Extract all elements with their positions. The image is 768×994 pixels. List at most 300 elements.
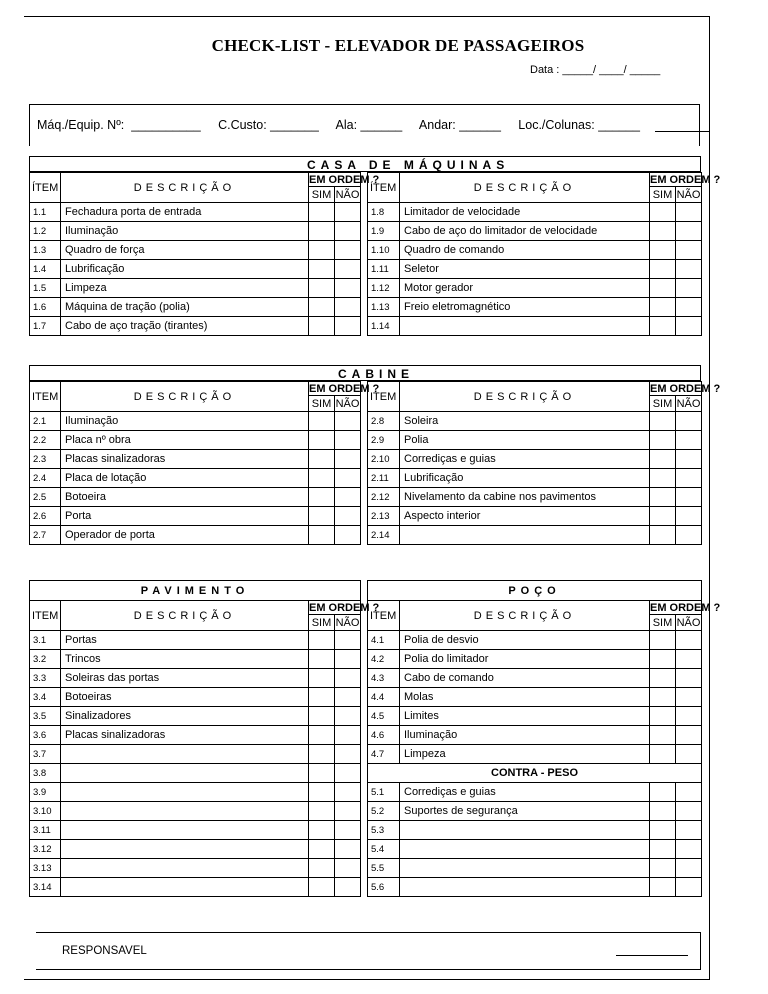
item-description: Placas sinalizadoras <box>61 726 309 745</box>
yes-checkbox[interactable] <box>650 431 676 450</box>
item-description <box>400 878 650 897</box>
yes-checkbox[interactable] <box>650 241 676 260</box>
poco-title-row <box>368 581 702 601</box>
no-checkbox[interactable] <box>676 412 702 431</box>
table-row <box>368 279 702 298</box>
item-description: Placa de lotação <box>61 469 309 488</box>
item-description <box>400 840 650 859</box>
yes-checkbox[interactable] <box>650 840 676 859</box>
item-description: Polia <box>400 431 650 450</box>
no-checkbox[interactable] <box>335 669 361 688</box>
item-description: Botoeira <box>61 488 309 507</box>
yes-checkbox[interactable] <box>309 859 335 878</box>
table-row <box>30 488 361 507</box>
item-description <box>61 802 309 821</box>
yes-checkbox[interactable] <box>650 650 676 669</box>
yes-checkbox[interactable] <box>309 298 335 317</box>
item-number: 4.2 <box>368 650 400 669</box>
item-number: 3.10 <box>30 802 61 821</box>
yes-checkbox[interactable] <box>650 802 676 821</box>
table-row <box>368 821 702 840</box>
item-description: Quadro de força <box>61 241 309 260</box>
table-row <box>368 412 702 431</box>
table-row <box>30 260 361 279</box>
yes-checkbox[interactable] <box>309 203 335 222</box>
no-checkbox[interactable] <box>676 260 702 279</box>
item-number: 1.6 <box>30 298 61 317</box>
date-field[interactable]: Data : _____/ ____/ _____ <box>530 64 661 76</box>
no-checkbox[interactable] <box>335 783 361 802</box>
no-checkbox[interactable] <box>335 526 361 545</box>
item-description: Cabo de comando <box>400 669 650 688</box>
cabine-left-header-row <box>30 382 361 396</box>
item-number: 1.14 <box>368 317 400 336</box>
item-description: Limpeza <box>400 745 650 764</box>
no-checkbox[interactable] <box>676 488 702 507</box>
no-checkbox[interactable] <box>676 317 702 336</box>
no-checkbox[interactable] <box>335 241 361 260</box>
pavimento-no-header: NÃO <box>335 616 360 629</box>
item-number: 1.1 <box>30 203 61 222</box>
casa-left-yes-header: SIM <box>309 187 335 203</box>
no-checkbox[interactable] <box>676 279 702 298</box>
no-checkbox[interactable] <box>335 431 361 450</box>
no-checkbox[interactable] <box>335 802 361 821</box>
yes-checkbox[interactable] <box>309 450 335 469</box>
item-description: Operador de porta <box>61 526 309 545</box>
table-row <box>368 507 702 526</box>
item-description: Portas <box>61 631 309 650</box>
table-row <box>30 469 361 488</box>
table-row <box>30 279 361 298</box>
poco-body <box>368 581 721 897</box>
item-description: Freio eletromagnético <box>400 298 650 317</box>
table-row <box>368 526 702 545</box>
item-description: Polia do limitador <box>400 650 650 669</box>
yes-checkbox[interactable] <box>650 783 676 802</box>
yes-checkbox[interactable] <box>309 764 335 783</box>
no-checkbox[interactable] <box>335 688 361 707</box>
page-border-top <box>24 16 710 17</box>
yes-checkbox[interactable] <box>309 669 335 688</box>
item-number: 5.3 <box>368 821 400 840</box>
yes-checkbox[interactable] <box>309 260 335 279</box>
no-checkbox[interactable] <box>676 669 702 688</box>
table-row <box>30 745 361 764</box>
yes-checkbox[interactable] <box>309 783 335 802</box>
no-checkbox[interactable] <box>335 260 361 279</box>
yes-checkbox[interactable] <box>650 526 676 545</box>
item-number: 3.9 <box>30 783 61 802</box>
yes-checkbox[interactable] <box>309 878 335 897</box>
item-number: 2.12 <box>368 488 400 507</box>
item-description: Lubrificação <box>400 469 650 488</box>
table-row <box>30 412 361 431</box>
table-row <box>30 840 361 859</box>
item-number: 3.12 <box>30 840 61 859</box>
yes-checkbox[interactable] <box>309 821 335 840</box>
casa-left-item-header: ÍTEM <box>30 173 61 203</box>
casa-maquinas-right-body <box>368 173 721 336</box>
section-title-casa-maquinas: CASA DE MÁQUINAS <box>307 158 510 172</box>
responsible-label: RESPONSAVEL <box>62 945 147 957</box>
yes-checkbox[interactable] <box>309 707 335 726</box>
no-checkbox[interactable] <box>676 469 702 488</box>
table-row <box>368 317 702 336</box>
yes-checkbox[interactable] <box>309 412 335 431</box>
yes-checkbox[interactable] <box>650 859 676 878</box>
item-number: 2.9 <box>368 431 400 450</box>
no-checkbox[interactable] <box>335 840 361 859</box>
no-checkbox[interactable] <box>335 412 361 431</box>
item-description: Iluminação <box>61 412 309 431</box>
cabine-left-no-header: NÃO <box>335 397 360 410</box>
yes-checkbox[interactable] <box>650 507 676 526</box>
table-row <box>368 469 702 488</box>
casa-right-in-order-header: EM ORDEM ? <box>650 173 721 186</box>
casa-maquinas-table-right <box>367 172 721 336</box>
no-checkbox[interactable] <box>335 878 361 897</box>
item-number: 2.11 <box>368 469 400 488</box>
table-row <box>368 707 702 726</box>
yes-checkbox[interactable] <box>650 726 676 745</box>
table-row <box>30 688 361 707</box>
item-number: 2.8 <box>368 412 400 431</box>
casa-right-yes-header: SIM <box>650 187 676 203</box>
table-row <box>368 726 702 745</box>
item-number: 3.1 <box>30 631 61 650</box>
info-line-extension <box>655 131 709 132</box>
no-checkbox[interactable] <box>676 688 702 707</box>
pavimento-description-header: DESCRIÇÃO <box>61 601 309 631</box>
yes-checkbox[interactable] <box>650 203 676 222</box>
poco-section-title: POÇO <box>368 581 702 601</box>
item-description: Lubrificação <box>61 260 309 279</box>
item-description <box>61 764 309 783</box>
item-number: 2.1 <box>30 412 61 431</box>
item-number: 3.7 <box>30 745 61 764</box>
yes-checkbox[interactable] <box>650 878 676 897</box>
item-description <box>61 745 309 764</box>
item-description: Soleiras das portas <box>61 669 309 688</box>
yes-checkbox[interactable] <box>309 631 335 650</box>
item-description: Motor gerador <box>400 279 650 298</box>
yes-checkbox[interactable] <box>309 650 335 669</box>
yes-checkbox[interactable] <box>309 526 335 545</box>
yes-checkbox[interactable] <box>309 840 335 859</box>
cabine-right-item-header: ITEM <box>368 382 400 412</box>
yes-checkbox[interactable] <box>650 707 676 726</box>
poco-yes-header: SIM <box>650 615 676 631</box>
casa-left-in-order-header: EM ORDEM ? <box>309 173 380 186</box>
item-description <box>61 840 309 859</box>
yes-checkbox[interactable] <box>650 821 676 840</box>
table-row <box>30 317 361 336</box>
item-description: Placas sinalizadoras <box>61 450 309 469</box>
item-description: Nivelamento da cabine nos pavimentos <box>400 488 650 507</box>
cabine-left-item-header: ITEM <box>30 382 61 412</box>
item-number: 2.5 <box>30 488 61 507</box>
item-description <box>400 526 650 545</box>
table-row <box>30 821 361 840</box>
item-number: 1.2 <box>30 222 61 241</box>
section-bar-cabine <box>29 365 701 381</box>
table-row <box>30 241 361 260</box>
yes-checkbox[interactable] <box>309 279 335 298</box>
item-description: Sinalizadores <box>61 707 309 726</box>
item-number: 2.14 <box>368 526 400 545</box>
table-row <box>368 631 702 650</box>
table-row <box>30 783 361 802</box>
no-checkbox[interactable] <box>335 488 361 507</box>
no-checkbox[interactable] <box>676 650 702 669</box>
item-number: 5.2 <box>368 802 400 821</box>
item-number: 5.6 <box>368 878 400 897</box>
table-row <box>368 241 702 260</box>
yes-checkbox[interactable] <box>650 450 676 469</box>
item-description <box>61 783 309 802</box>
table-row <box>30 222 361 241</box>
item-number: 1.9 <box>368 222 400 241</box>
no-checkbox[interactable] <box>676 203 702 222</box>
table-row <box>368 688 702 707</box>
casa-right-item-header: ÍTEM <box>368 173 400 203</box>
cabine-right-yes-header: SIM <box>650 396 676 412</box>
item-number: 5.4 <box>368 840 400 859</box>
yes-checkbox[interactable] <box>309 431 335 450</box>
table-row <box>368 783 702 802</box>
yes-checkbox[interactable] <box>650 279 676 298</box>
table-row <box>30 878 361 897</box>
item-description: Botoeiras <box>61 688 309 707</box>
item-description: Aspecto interior <box>400 507 650 526</box>
casa-left-header-row <box>30 173 361 187</box>
signature-line[interactable] <box>616 955 688 956</box>
no-checkbox[interactable] <box>335 279 361 298</box>
table-row <box>30 431 361 450</box>
contrapeso-title-row <box>368 764 702 783</box>
item-description: Trincos <box>61 650 309 669</box>
yes-checkbox[interactable] <box>650 412 676 431</box>
no-checkbox[interactable] <box>676 431 702 450</box>
yes-checkbox[interactable] <box>650 222 676 241</box>
item-description: Molas <box>400 688 650 707</box>
casa-right-no-header: NÃO <box>676 188 701 201</box>
no-checkbox[interactable] <box>676 526 702 545</box>
no-checkbox[interactable] <box>676 241 702 260</box>
no-checkbox[interactable] <box>335 469 361 488</box>
yes-checkbox[interactable] <box>309 488 335 507</box>
item-number: 2.4 <box>30 469 61 488</box>
table-row <box>368 650 702 669</box>
yes-checkbox[interactable] <box>650 469 676 488</box>
item-number: 3.3 <box>30 669 61 688</box>
cabine-right-header-row <box>368 382 702 396</box>
item-description <box>400 859 650 878</box>
item-number: 4.7 <box>368 745 400 764</box>
pavimento-section-title: PAVIMENTO <box>30 581 361 601</box>
no-checkbox[interactable] <box>676 840 702 859</box>
no-checkbox[interactable] <box>335 298 361 317</box>
yes-checkbox[interactable] <box>309 507 335 526</box>
table-row <box>368 203 702 222</box>
no-checkbox[interactable] <box>676 222 702 241</box>
item-description: Limitador de velocidade <box>400 203 650 222</box>
yes-checkbox[interactable] <box>650 631 676 650</box>
item-description: Quadro de comando <box>400 241 650 260</box>
item-description: Cabo de aço tração (tirantes) <box>61 317 309 336</box>
yes-checkbox[interactable] <box>309 241 335 260</box>
cabine-right-in-order-header: EM ORDEM ? <box>650 382 721 395</box>
item-number: 1.3 <box>30 241 61 260</box>
yes-checkbox[interactable] <box>309 688 335 707</box>
item-description: Limpeza <box>61 279 309 298</box>
no-checkbox[interactable] <box>335 707 361 726</box>
yes-checkbox[interactable] <box>650 317 676 336</box>
item-number: 1.11 <box>368 260 400 279</box>
no-checkbox[interactable] <box>676 507 702 526</box>
yes-checkbox[interactable] <box>650 669 676 688</box>
no-checkbox[interactable] <box>335 317 361 336</box>
no-checkbox[interactable] <box>335 650 361 669</box>
pavimento-header-row <box>30 601 361 615</box>
item-description: Soleira <box>400 412 650 431</box>
item-number: 3.11 <box>30 821 61 840</box>
table-row <box>30 859 361 878</box>
poco-table <box>367 580 721 897</box>
item-number: 1.8 <box>368 203 400 222</box>
no-checkbox[interactable] <box>676 878 702 897</box>
yes-checkbox[interactable] <box>309 317 335 336</box>
no-checkbox[interactable] <box>676 631 702 650</box>
item-number: 3.13 <box>30 859 61 878</box>
yes-checkbox[interactable] <box>650 688 676 707</box>
page-border-right <box>709 16 710 980</box>
no-checkbox[interactable] <box>335 222 361 241</box>
cabine-left-description-header: DESCRIÇÃO <box>61 382 309 412</box>
poco-description-header: DESCRIÇÃO <box>400 601 650 631</box>
item-description <box>400 821 650 840</box>
no-checkbox[interactable] <box>335 450 361 469</box>
table-row <box>30 298 361 317</box>
table-row <box>30 764 361 783</box>
yes-checkbox[interactable] <box>650 745 676 764</box>
cabine-right-description-header: DESCRIÇÃO <box>400 382 650 412</box>
item-number: 4.1 <box>368 631 400 650</box>
poco-no-header: NÃO <box>676 616 701 629</box>
pavimento-in-order-header: EM ORDEM ? <box>309 601 380 614</box>
no-checkbox[interactable] <box>676 859 702 878</box>
item-number: 2.10 <box>368 450 400 469</box>
no-checkbox[interactable] <box>676 745 702 764</box>
poco-in-order-header: EM ORDEM ? <box>650 601 721 614</box>
no-checkbox[interactable] <box>676 707 702 726</box>
table-row <box>368 222 702 241</box>
cabine-table-right <box>367 381 721 545</box>
yes-checkbox[interactable] <box>309 222 335 241</box>
section-bar-casa-maquinas <box>29 156 701 172</box>
table-row <box>368 260 702 279</box>
table-row <box>368 878 702 897</box>
item-number: 5.1 <box>368 783 400 802</box>
yes-checkbox[interactable] <box>650 260 676 279</box>
casa-right-header-row <box>368 173 702 187</box>
no-checkbox[interactable] <box>676 450 702 469</box>
item-number: 1.13 <box>368 298 400 317</box>
no-checkbox[interactable] <box>335 745 361 764</box>
table-row <box>368 840 702 859</box>
table-row <box>30 507 361 526</box>
table-row <box>30 650 361 669</box>
item-description: Cabo de aço do limitador de velocidade <box>400 222 650 241</box>
item-description: Seletor <box>400 260 650 279</box>
yes-checkbox[interactable] <box>309 726 335 745</box>
item-number: 4.3 <box>368 669 400 688</box>
no-checkbox[interactable] <box>676 726 702 745</box>
table-row <box>30 707 361 726</box>
item-number: 3.8 <box>30 764 61 783</box>
equipment-info-line[interactable]: Máq./Equip. Nº: __________ C.Custo: _______ Ala: ______ Andar: ______ Loc./Colunas: ______ <box>37 118 640 132</box>
item-number: 3.4 <box>30 688 61 707</box>
table-row <box>368 450 702 469</box>
item-number: 2.3 <box>30 450 61 469</box>
casa-right-description-header: DESCRIÇÃO <box>400 173 650 203</box>
yes-checkbox[interactable] <box>309 745 335 764</box>
no-checkbox[interactable] <box>335 859 361 878</box>
pavimento-yes-header: SIM <box>309 615 335 631</box>
no-checkbox[interactable] <box>676 802 702 821</box>
item-description <box>61 859 309 878</box>
table-row <box>30 726 361 745</box>
item-description: Máquina de tração (polia) <box>61 298 309 317</box>
no-checkbox[interactable] <box>335 507 361 526</box>
no-checkbox[interactable] <box>335 203 361 222</box>
cabine-right-no-header: NÃO <box>676 397 701 410</box>
table-row <box>368 298 702 317</box>
no-checkbox[interactable] <box>335 764 361 783</box>
item-description <box>61 821 309 840</box>
table-row <box>30 526 361 545</box>
yes-checkbox[interactable] <box>309 469 335 488</box>
yes-checkbox[interactable] <box>650 298 676 317</box>
item-number: 1.7 <box>30 317 61 336</box>
item-number: 2.2 <box>30 431 61 450</box>
no-checkbox[interactable] <box>335 821 361 840</box>
item-description: Porta <box>61 507 309 526</box>
contrapeso-title: CONTRA - PESO <box>368 764 702 783</box>
item-description <box>61 878 309 897</box>
casa-left-description-header: DESCRIÇÃO <box>61 173 309 203</box>
no-checkbox[interactable] <box>676 821 702 840</box>
table-row <box>368 859 702 878</box>
item-number: 1.5 <box>30 279 61 298</box>
yes-checkbox[interactable] <box>650 488 676 507</box>
table-row <box>368 431 702 450</box>
section-title-cabine: CABINE <box>338 367 415 381</box>
poco-item-header: ITEM <box>368 601 400 631</box>
item-number: 5.5 <box>368 859 400 878</box>
table-row <box>30 450 361 469</box>
item-number: 1.12 <box>368 279 400 298</box>
no-checkbox[interactable] <box>676 298 702 317</box>
no-checkbox[interactable] <box>676 783 702 802</box>
cabine-left-in-order-header: EM ORDEM ? <box>309 382 380 395</box>
cabine-right-body <box>368 382 721 545</box>
no-checkbox[interactable] <box>335 631 361 650</box>
item-number: 2.7 <box>30 526 61 545</box>
yes-checkbox[interactable] <box>309 802 335 821</box>
no-checkbox[interactable] <box>335 726 361 745</box>
